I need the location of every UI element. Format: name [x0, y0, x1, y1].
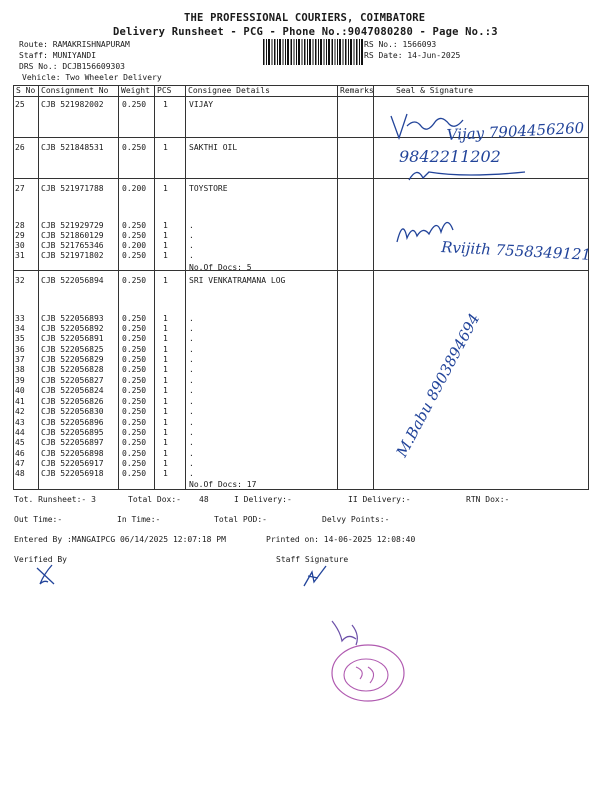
cell-sno: 47	[15, 459, 25, 468]
col-header-consignee: Consignee Details	[186, 86, 338, 97]
cell-pcs: 1	[163, 276, 168, 285]
cell-pcs: 1	[163, 376, 168, 385]
cell-cons: CJB 522056918	[41, 469, 104, 478]
total-dox-label: Total Dox:-	[128, 495, 181, 504]
signature-toystore	[393, 208, 592, 268]
cell-det: .	[189, 438, 194, 447]
cell-wt: 0.250	[122, 397, 147, 406]
cell-pcs: 1	[163, 386, 168, 395]
cell-cons: CJB 522056828	[41, 365, 104, 374]
col-header-consignment: Consignment No	[39, 86, 119, 97]
cell-det: .	[189, 334, 194, 343]
cell-det: .	[189, 469, 194, 478]
cell-det: .	[189, 428, 194, 437]
cell-cons: CJB 522056917	[41, 459, 104, 468]
staff-signature-label: Staff Signature	[276, 555, 349, 564]
cell-wt: 0.250	[122, 438, 147, 447]
cell-cons: CJB 522056824	[41, 386, 104, 395]
cell-pcs: 1	[163, 184, 168, 193]
cell-cons: CJB 522056892	[41, 324, 104, 333]
rs-date-label: RS Date: 14-Jun-2025	[364, 51, 461, 60]
verified-mark	[34, 562, 60, 588]
cell-pcs: 1	[163, 418, 168, 427]
cell-wt: 0.250	[122, 418, 147, 427]
cell-wt: 0.250	[122, 355, 147, 364]
i-delivery: I Delivery:-	[234, 495, 292, 504]
cell-pcs: 1	[163, 407, 168, 416]
col-header-weight: Weight	[119, 86, 155, 97]
in-time: In Time:-	[117, 515, 161, 524]
cell-det: SRI VENKATRAMANA LOG	[189, 276, 286, 285]
cell-sno: 34	[15, 324, 25, 333]
cell-wt: 0.250	[122, 314, 147, 323]
printed-on: Printed on: 14-06-2025 12:08:40	[266, 535, 416, 544]
cell-det: .	[189, 345, 194, 354]
svg-text:9842211202: 9842211202	[399, 147, 501, 166]
cell-det: .	[189, 376, 194, 385]
cell-cons: CJB 521929729	[41, 221, 104, 230]
cell-sno: 44	[15, 428, 25, 437]
cell-pcs: 1	[163, 345, 168, 354]
cell-pcs: 1	[163, 143, 168, 152]
tot-runsheet: Tot. Runsheet:- 3	[14, 495, 96, 504]
svg-text:Rvijith 7558349121: Rvijith 7558349121	[440, 238, 592, 264]
cell-pcs: 1	[163, 324, 168, 333]
total-dox-value: 48	[199, 495, 209, 504]
cell-wt: 0.250	[122, 324, 147, 333]
cell-wt: 0.250	[122, 428, 147, 437]
cell-pcs: 1	[163, 355, 168, 364]
ii-delivery: II Delivery:-	[348, 495, 411, 504]
cell-det: .	[189, 324, 194, 333]
verified-by-label: Verified By	[14, 555, 67, 564]
cell-pcs: 1	[163, 231, 168, 240]
cell-sno: 35	[15, 334, 25, 343]
cell-sno: 32	[15, 276, 25, 285]
out-time: Out Time:-	[14, 515, 63, 524]
cell-sno: 27	[15, 184, 25, 193]
cell-pcs: 1	[163, 241, 168, 250]
cell-wt: 0.250	[122, 459, 147, 468]
cell-pcs: 1	[163, 251, 168, 260]
cell-det: VIJAY	[189, 100, 214, 109]
cell-cons: CJB 522056830	[41, 407, 104, 416]
cell-cons: CJB 522056826	[41, 397, 104, 406]
cell-det: .	[189, 355, 194, 364]
cell-cons: CJB 521971802	[41, 251, 104, 260]
cell-cons: CJB 521848531	[41, 143, 104, 152]
cell-sno: 39	[15, 376, 25, 385]
staff-label: Staff: MUNIYANDI	[19, 51, 97, 60]
cell-sno: 43	[15, 418, 25, 427]
cell-det: .	[189, 418, 194, 427]
total-pod: Total POD:-	[214, 515, 267, 524]
cell-wt: 0.250	[122, 334, 147, 343]
cell-pcs: 1	[163, 438, 168, 447]
cell-wt: 0.250	[122, 469, 147, 478]
col-header-pcs: PCS	[155, 86, 186, 97]
cell-det: .	[189, 314, 194, 323]
cell-cons: CJB 522056829	[41, 355, 104, 364]
route-label: Route: RAMAKRISHNAPURAM	[19, 40, 130, 49]
cell-det: .	[189, 221, 194, 230]
cell-cons: CJB 521765346	[41, 241, 104, 250]
cell-sno: 30	[15, 241, 25, 250]
cell-det: .	[189, 397, 194, 406]
cell-det: .	[189, 241, 194, 250]
delvy-points: Delvy Points:-	[322, 515, 390, 524]
cell-det: .	[189, 459, 194, 468]
cell-wt: 0.250	[122, 276, 147, 285]
cell-cons: CJB 522056825	[41, 345, 104, 354]
cell-pcs: 1	[163, 314, 168, 323]
cell-pcs: 1	[163, 100, 168, 109]
runsheet-title: Delivery Runsheet - PCG - Phone No.:9047080280 - Page No.:3	[113, 26, 498, 38]
signature-sakthi	[395, 142, 565, 184]
cell-wt: 0.250	[122, 100, 147, 109]
cell-sno: 40	[15, 386, 25, 395]
cell-pcs: 1	[163, 428, 168, 437]
group-docs-count: No.Of Docs: 17	[189, 480, 257, 489]
entered-by: Entered By :MANGAIPCG 06/14/2025 12:07:18 PM	[14, 535, 226, 544]
company-name: THE PROFESSIONAL COURIERS, COIMBATORE	[184, 12, 426, 24]
cell-cons: CJB 522056898	[41, 449, 104, 458]
cell-sno: 25	[15, 100, 25, 109]
cell-sno: 41	[15, 397, 25, 406]
cell-det: .	[189, 231, 194, 240]
cell-cons: CJB 522056894	[41, 276, 104, 285]
cell-cons: CJB 522056893	[41, 314, 104, 323]
col-header-sno: S No	[14, 86, 39, 97]
cell-pcs: 1	[163, 469, 168, 478]
cell-pcs: 1	[163, 449, 168, 458]
cell-sno: 42	[15, 407, 25, 416]
rs-no-label: RS No.: 1566093	[364, 40, 437, 49]
cell-sno: 38	[15, 365, 25, 374]
svg-text:M.Babu 8903894694: M.Babu 8903894694	[392, 310, 484, 460]
cell-det: .	[189, 449, 194, 458]
col-header-remarks: Remarks	[338, 86, 374, 97]
cell-pcs: 1	[163, 221, 168, 230]
cell-pcs: 1	[163, 459, 168, 468]
cell-cons: CJB 522056897	[41, 438, 104, 447]
vehicle-label: Vehicle: Two Wheeler Delivery	[22, 73, 162, 82]
cell-sno: 36	[15, 345, 25, 354]
staff-signature-mark	[300, 562, 330, 590]
cell-sno: 31	[15, 251, 25, 260]
cell-det: TOYSTORE	[189, 184, 228, 193]
cell-wt: 0.250	[122, 365, 147, 374]
cell-sno: 37	[15, 355, 25, 364]
svg-text:Vijay 7904456260: Vijay 7904456260	[446, 118, 585, 144]
cell-cons: CJB 522056896	[41, 418, 104, 427]
cell-det: .	[189, 407, 194, 416]
barcode	[263, 39, 363, 65]
cell-cons: CJB 521971788	[41, 184, 104, 193]
cell-sno: 28	[15, 221, 25, 230]
cell-sno: 46	[15, 449, 25, 458]
cell-pcs: 1	[163, 334, 168, 343]
cell-wt: 0.250	[122, 376, 147, 385]
cell-pcs: 1	[163, 365, 168, 374]
rtn-dox: RTN Dox:-	[466, 495, 510, 504]
cell-cons: CJB 522056891	[41, 334, 104, 343]
cell-wt: 0.250	[122, 449, 147, 458]
cell-cons: CJB 521982002	[41, 100, 104, 109]
cell-sno: 33	[15, 314, 25, 323]
cell-wt: 0.250	[122, 345, 147, 354]
cell-det: SAKTHI OIL	[189, 143, 238, 152]
cell-wt: 0.200	[122, 184, 147, 193]
group-docs-count: No.Of Docs: 5	[189, 263, 252, 272]
cell-wt: 0.200	[122, 241, 147, 250]
cell-wt: 0.250	[122, 143, 147, 152]
cell-sno: 29	[15, 231, 25, 240]
stamp-scribble	[322, 615, 412, 710]
cell-wt: 0.250	[122, 221, 147, 230]
cell-cons: CJB 521860129	[41, 231, 104, 240]
cell-det: .	[189, 365, 194, 374]
cell-det: .	[189, 386, 194, 395]
cell-wt: 0.250	[122, 251, 147, 260]
signature-venkatramana	[383, 310, 533, 470]
cell-det: .	[189, 251, 194, 260]
cell-sno: 48	[15, 469, 25, 478]
cell-sno: 26	[15, 143, 25, 152]
cell-cons: CJB 522056895	[41, 428, 104, 437]
cell-wt: 0.250	[122, 386, 147, 395]
drs-label: DRS No.: DCJB156609303	[19, 62, 125, 71]
col-header-signature: Seal & Signature	[374, 86, 589, 97]
cell-wt: 0.250	[122, 231, 147, 240]
cell-wt: 0.250	[122, 407, 147, 416]
cell-pcs: 1	[163, 397, 168, 406]
cell-cons: CJB 522056827	[41, 376, 104, 385]
cell-sno: 45	[15, 438, 25, 447]
